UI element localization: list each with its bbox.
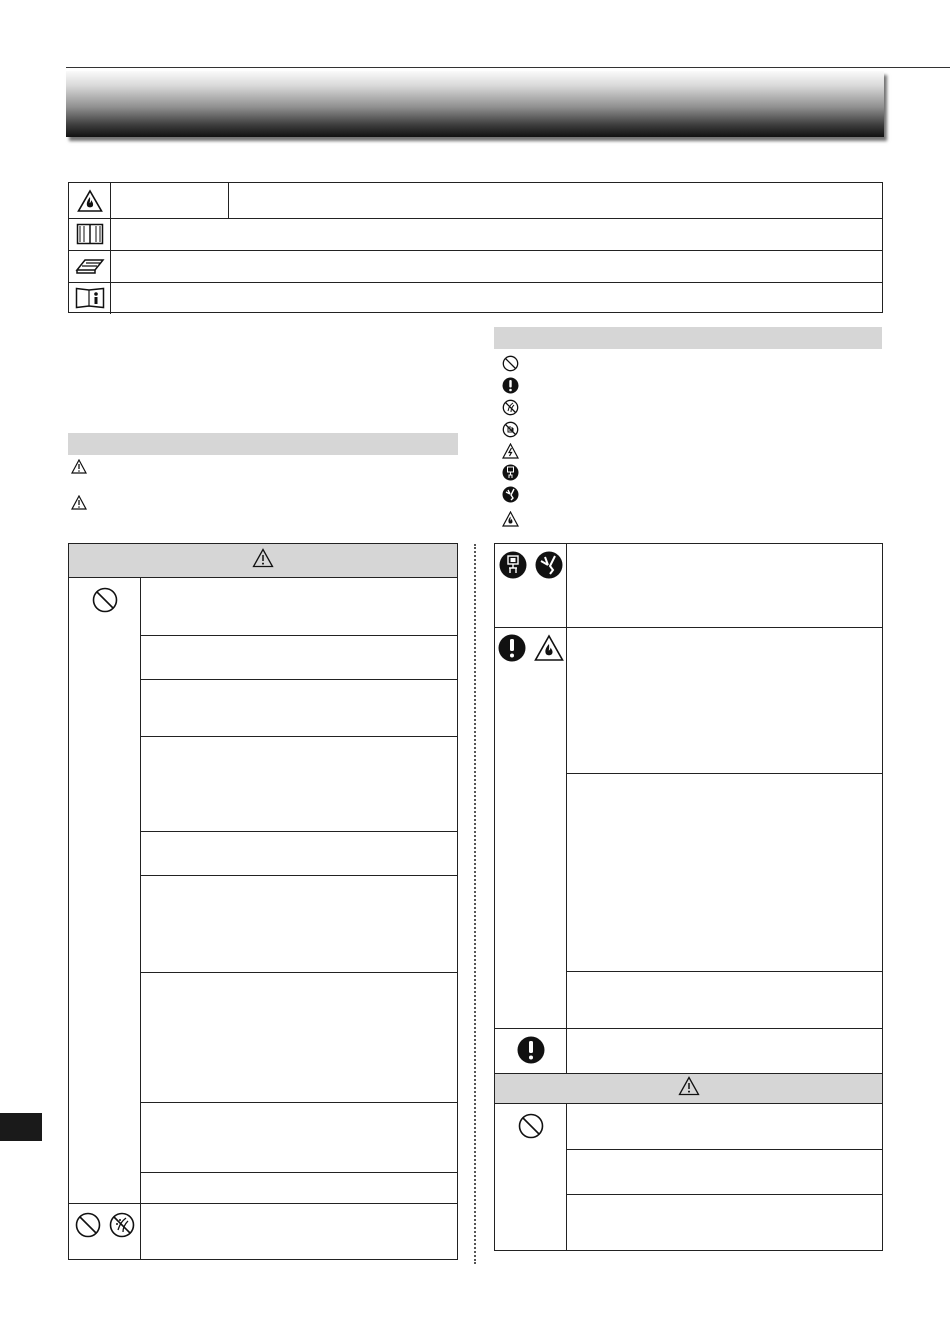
legend-item-do-not-wet <box>502 399 527 421</box>
intro-paragraph <box>68 330 458 420</box>
flammable-icon <box>534 634 564 667</box>
electric-shock-icon <box>502 443 519 464</box>
warning-triangle-icon <box>71 459 87 479</box>
symbols-table <box>68 182 883 313</box>
symbols-row-service-manual <box>69 250 882 283</box>
do-not-touch-wet-icon <box>502 421 519 443</box>
prohibited-icon-cell <box>495 1113 566 1144</box>
symbols-row-flammable <box>69 183 882 219</box>
legend-item-caution <box>71 495 95 515</box>
warning-triangle-icon <box>252 548 274 573</box>
left-legend-title-bar <box>68 433 458 455</box>
right-legend-title-bar <box>494 327 882 349</box>
unplug-icon <box>502 464 519 486</box>
warning-table-left <box>68 543 458 1260</box>
do-not-wet-icon <box>502 399 519 421</box>
caution-table-heading <box>495 1074 882 1104</box>
legend-item-unplug <box>502 464 527 486</box>
prohibited-icon-cell <box>69 587 140 618</box>
symbols-row-operation-manual <box>69 218 882 251</box>
mandatory-icon <box>517 1036 545 1069</box>
mandatory-icon-cell <box>495 1036 566 1069</box>
section-header-bar <box>66 71 884 137</box>
unplug-disconnect-icon-cell <box>495 551 566 584</box>
flammable-warning-icon <box>69 183 111 218</box>
disconnect-breaker-icon <box>502 486 519 508</box>
warning-table-heading <box>69 544 457 578</box>
warning-triangle-icon <box>678 1076 700 1101</box>
legend-item-prohibited <box>502 355 527 377</box>
prohibited-icon <box>502 355 519 377</box>
prohibited-icon <box>518 1113 544 1144</box>
operation-manual-icon <box>69 218 111 250</box>
legend-item-do-not-touch-wet <box>502 421 527 443</box>
unplug-icon <box>499 551 527 584</box>
caution-triangle-icon <box>71 495 87 515</box>
information-manual-icon <box>69 282 111 314</box>
column-divider <box>474 544 476 1264</box>
legend-item-flammable <box>502 511 527 532</box>
symbols-row-label <box>110 183 229 218</box>
section-side-tab <box>0 1113 42 1141</box>
prohibited-do-not-wet-icon-cell <box>69 1212 140 1243</box>
symbols-row-information <box>69 282 882 314</box>
warning-table-right <box>494 543 883 1251</box>
prohibited-icon <box>92 587 118 618</box>
header-rule <box>66 67 950 68</box>
service-manual-icon <box>69 250 111 282</box>
legend-item-disconnect <box>502 486 527 508</box>
prohibited-icon <box>75 1212 101 1243</box>
legend-item-warning <box>71 459 95 479</box>
mandatory-flammable-icon-cell <box>495 634 566 667</box>
mandatory-icon <box>502 377 519 399</box>
legend-item-electric-shock <box>502 443 527 464</box>
legend-item-mandatory <box>502 377 527 399</box>
flammable-icon <box>502 511 519 532</box>
disconnect-breaker-icon <box>535 551 563 584</box>
do-not-wet-icon <box>109 1212 135 1243</box>
mandatory-icon <box>498 634 526 667</box>
